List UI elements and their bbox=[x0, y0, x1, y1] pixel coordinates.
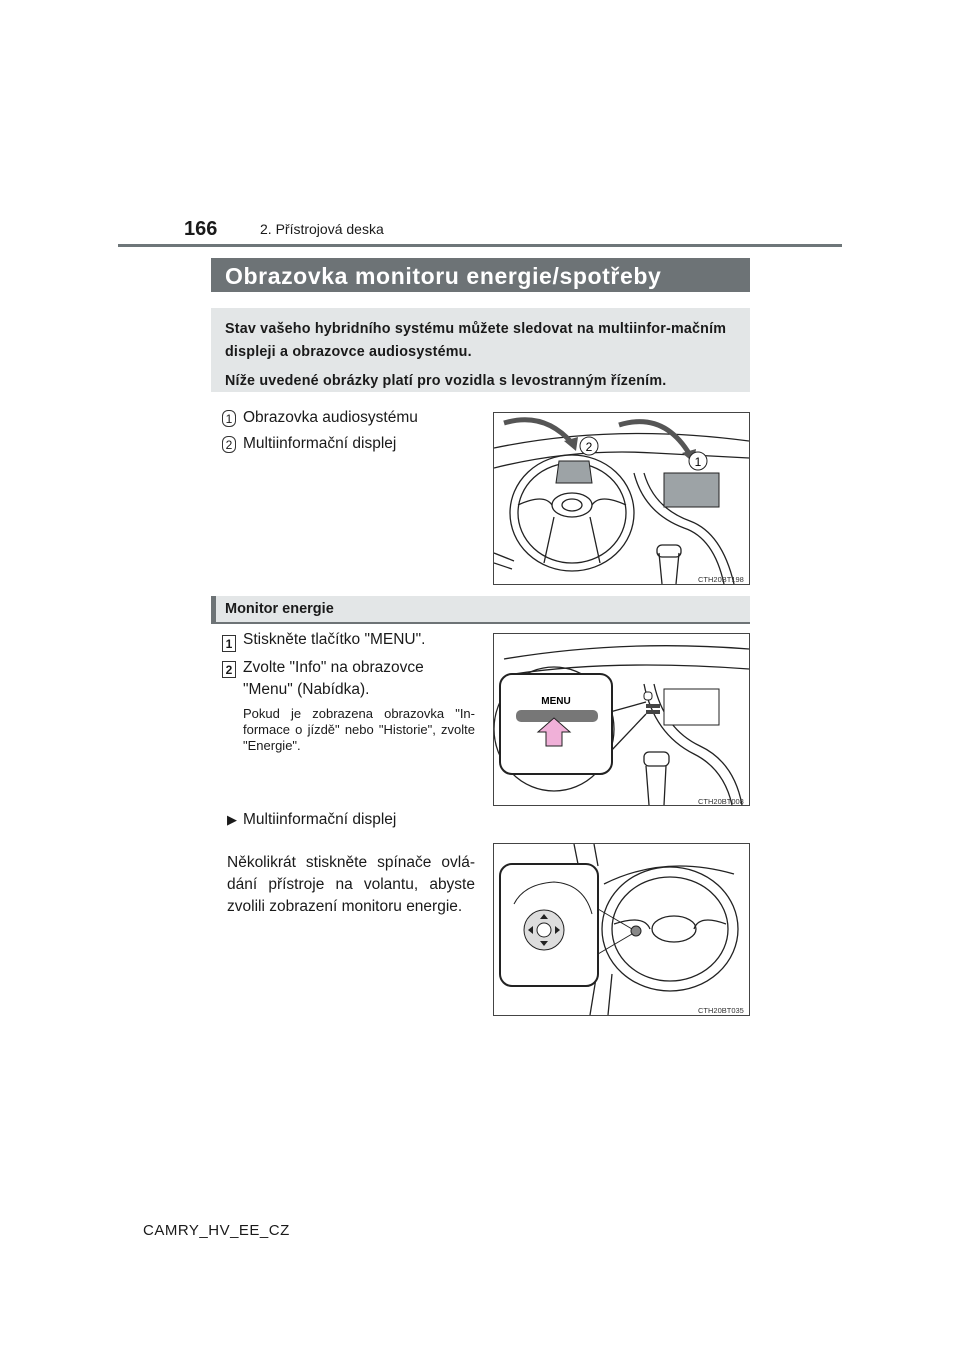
callout-1: 1 bbox=[694, 455, 702, 469]
step-note: Pokud je zobrazena obrazovka "In-formace o jízdě" nebo "Historie", zvolte "Energie". bbox=[243, 706, 475, 753]
figure-code-2: CTH20BT008 bbox=[698, 797, 744, 806]
legend-label-audio-screen: Obrazovka audiosystému bbox=[243, 409, 418, 426]
section-title: Obrazovka monitoru energie/spotřeby bbox=[211, 258, 750, 292]
intro-text-2: Níže uvedené obrázky platí pro vozidla s levostranným řízením. bbox=[225, 373, 667, 389]
figure-menu-button bbox=[493, 633, 750, 806]
callout-2: 2 bbox=[585, 440, 593, 454]
intro-text-1: Stav vašeho hybridního systému můžete sledovat na multiinfor-mačním displeji a obrazovce audiosystému. bbox=[225, 321, 727, 360]
legend-number-2: 2 bbox=[222, 436, 236, 453]
step-number-2: 2 bbox=[222, 661, 236, 678]
figure-code-1: CTH20BT198 bbox=[698, 575, 744, 584]
multi-display-instructions: Několikrát stiskněte spínače ovlá-dání přístroje na volantu, abyste zvolili zobrazení monitoru energie. bbox=[227, 854, 475, 915]
header-rule bbox=[118, 244, 842, 247]
subheading-energy-monitor: Monitor energie bbox=[211, 596, 750, 624]
page-number: 166 bbox=[184, 218, 218, 240]
figure-dashboard-overview bbox=[493, 412, 750, 585]
steering-switch-illustration bbox=[494, 844, 749, 1015]
subsection-multi-display: Multiinformační displej bbox=[243, 811, 397, 828]
menu-button-label: MENU bbox=[541, 696, 571, 707]
dashboard-illustration bbox=[494, 413, 749, 584]
figure-code-3: CTH20BT035 bbox=[698, 1006, 744, 1015]
footer-model-code: CAMRY_HV_EE_CZ bbox=[143, 1222, 290, 1239]
triangle-bullet-icon: ▶ bbox=[227, 812, 237, 827]
chapter-title: 2. Přístrojová deska bbox=[260, 221, 384, 237]
menu-illustration bbox=[494, 634, 749, 805]
legend-label-multi-display: Multiinformační displej bbox=[243, 435, 397, 452]
legend-number-1: 1 bbox=[222, 410, 236, 427]
step-text-2: Zvolte "Info" na obrazovce "Menu" (Nabídka). bbox=[243, 659, 424, 698]
intro-box bbox=[211, 308, 750, 392]
step-text-1: Stiskněte tlačítko "MENU". bbox=[243, 631, 426, 648]
figure-steering-switch bbox=[493, 843, 750, 1016]
step-number-1: 1 bbox=[222, 635, 236, 652]
